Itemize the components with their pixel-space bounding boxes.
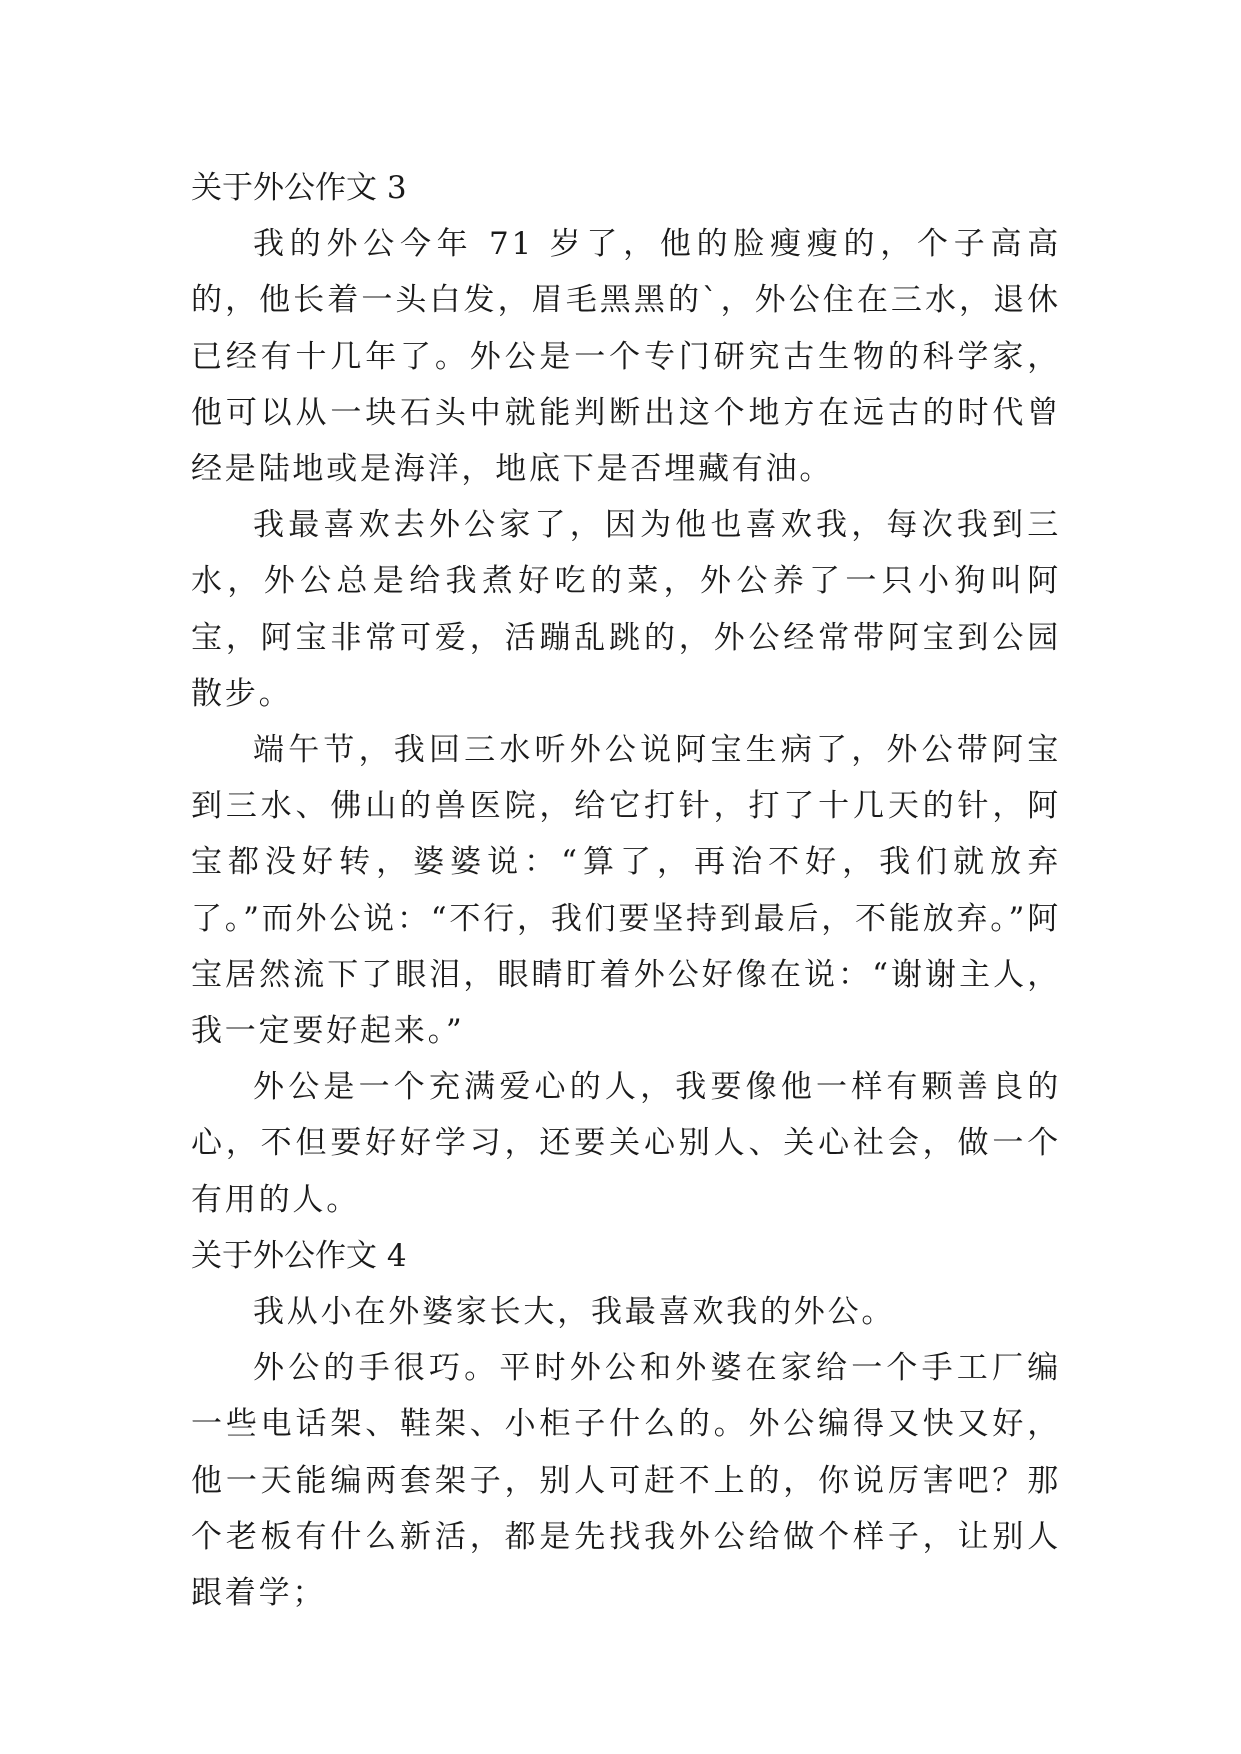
paragraph: 端午节，我回三水听外公说阿宝生病了，外公带阿宝到三水、佛山的兽医院，给它打针，打了十几天的针，阿宝都没好转，婆婆说：“算了，再治不好，我们就放弃了。”而外公说：“不行，我们要坚持到最后，不能放弃。”阿宝居然流下了眼泪，眼睛盯着外公好像在说：“谢谢主人，我一定要好起来。”: [191, 732, 1061, 1050]
document-body: [191, 160, 1061, 1621]
paragraph: 外公的手很巧。平时外公和外婆在家给一个手工厂编一些电话架、鞋架、小柜子什么的。外公编得又快又好，他一天能编两套架子，别人可赶不上的，你说厉害吧？那个老板有什么新活，都是先找我外公给做个样子，让别人跟着学；: [191, 1350, 1061, 1612]
section-heading: 关于外公作文 3: [191, 170, 407, 206]
paragraph: 我最喜欢去外公家了，因为他也喜欢我，每次我到三水，外公总是给我煮好吃的菜，外公养了一只小狗叫阿宝，阿宝非常可爱，活蹦乱跳的，外公经常带阿宝到公园散步。: [191, 507, 1061, 712]
paragraph: 我的外公今年 71 岁了，他的脸瘦瘦的，个子高高的，他长着一头白发，眉毛黑黑的`，外公住在三水，退休已经有十几年了。外公是一个专门研究古生物的科学家，他可以从一块石头中就能判断出这个地方在远古的时代曾经是陆地或是海洋，地底下是否埋藏有油。: [191, 226, 1061, 488]
paragraph: 外公是一个充满爱心的人，我要像他一样有颗善良的心，不但要好好学习，还要关心别人、关心社会，做一个有用的人。: [191, 1069, 1061, 1218]
section-heading: 关于外公作文 4: [191, 1237, 407, 1274]
paragraph: 我从小在外婆家长大，我最喜欢我的外公。: [253, 1294, 896, 1331]
